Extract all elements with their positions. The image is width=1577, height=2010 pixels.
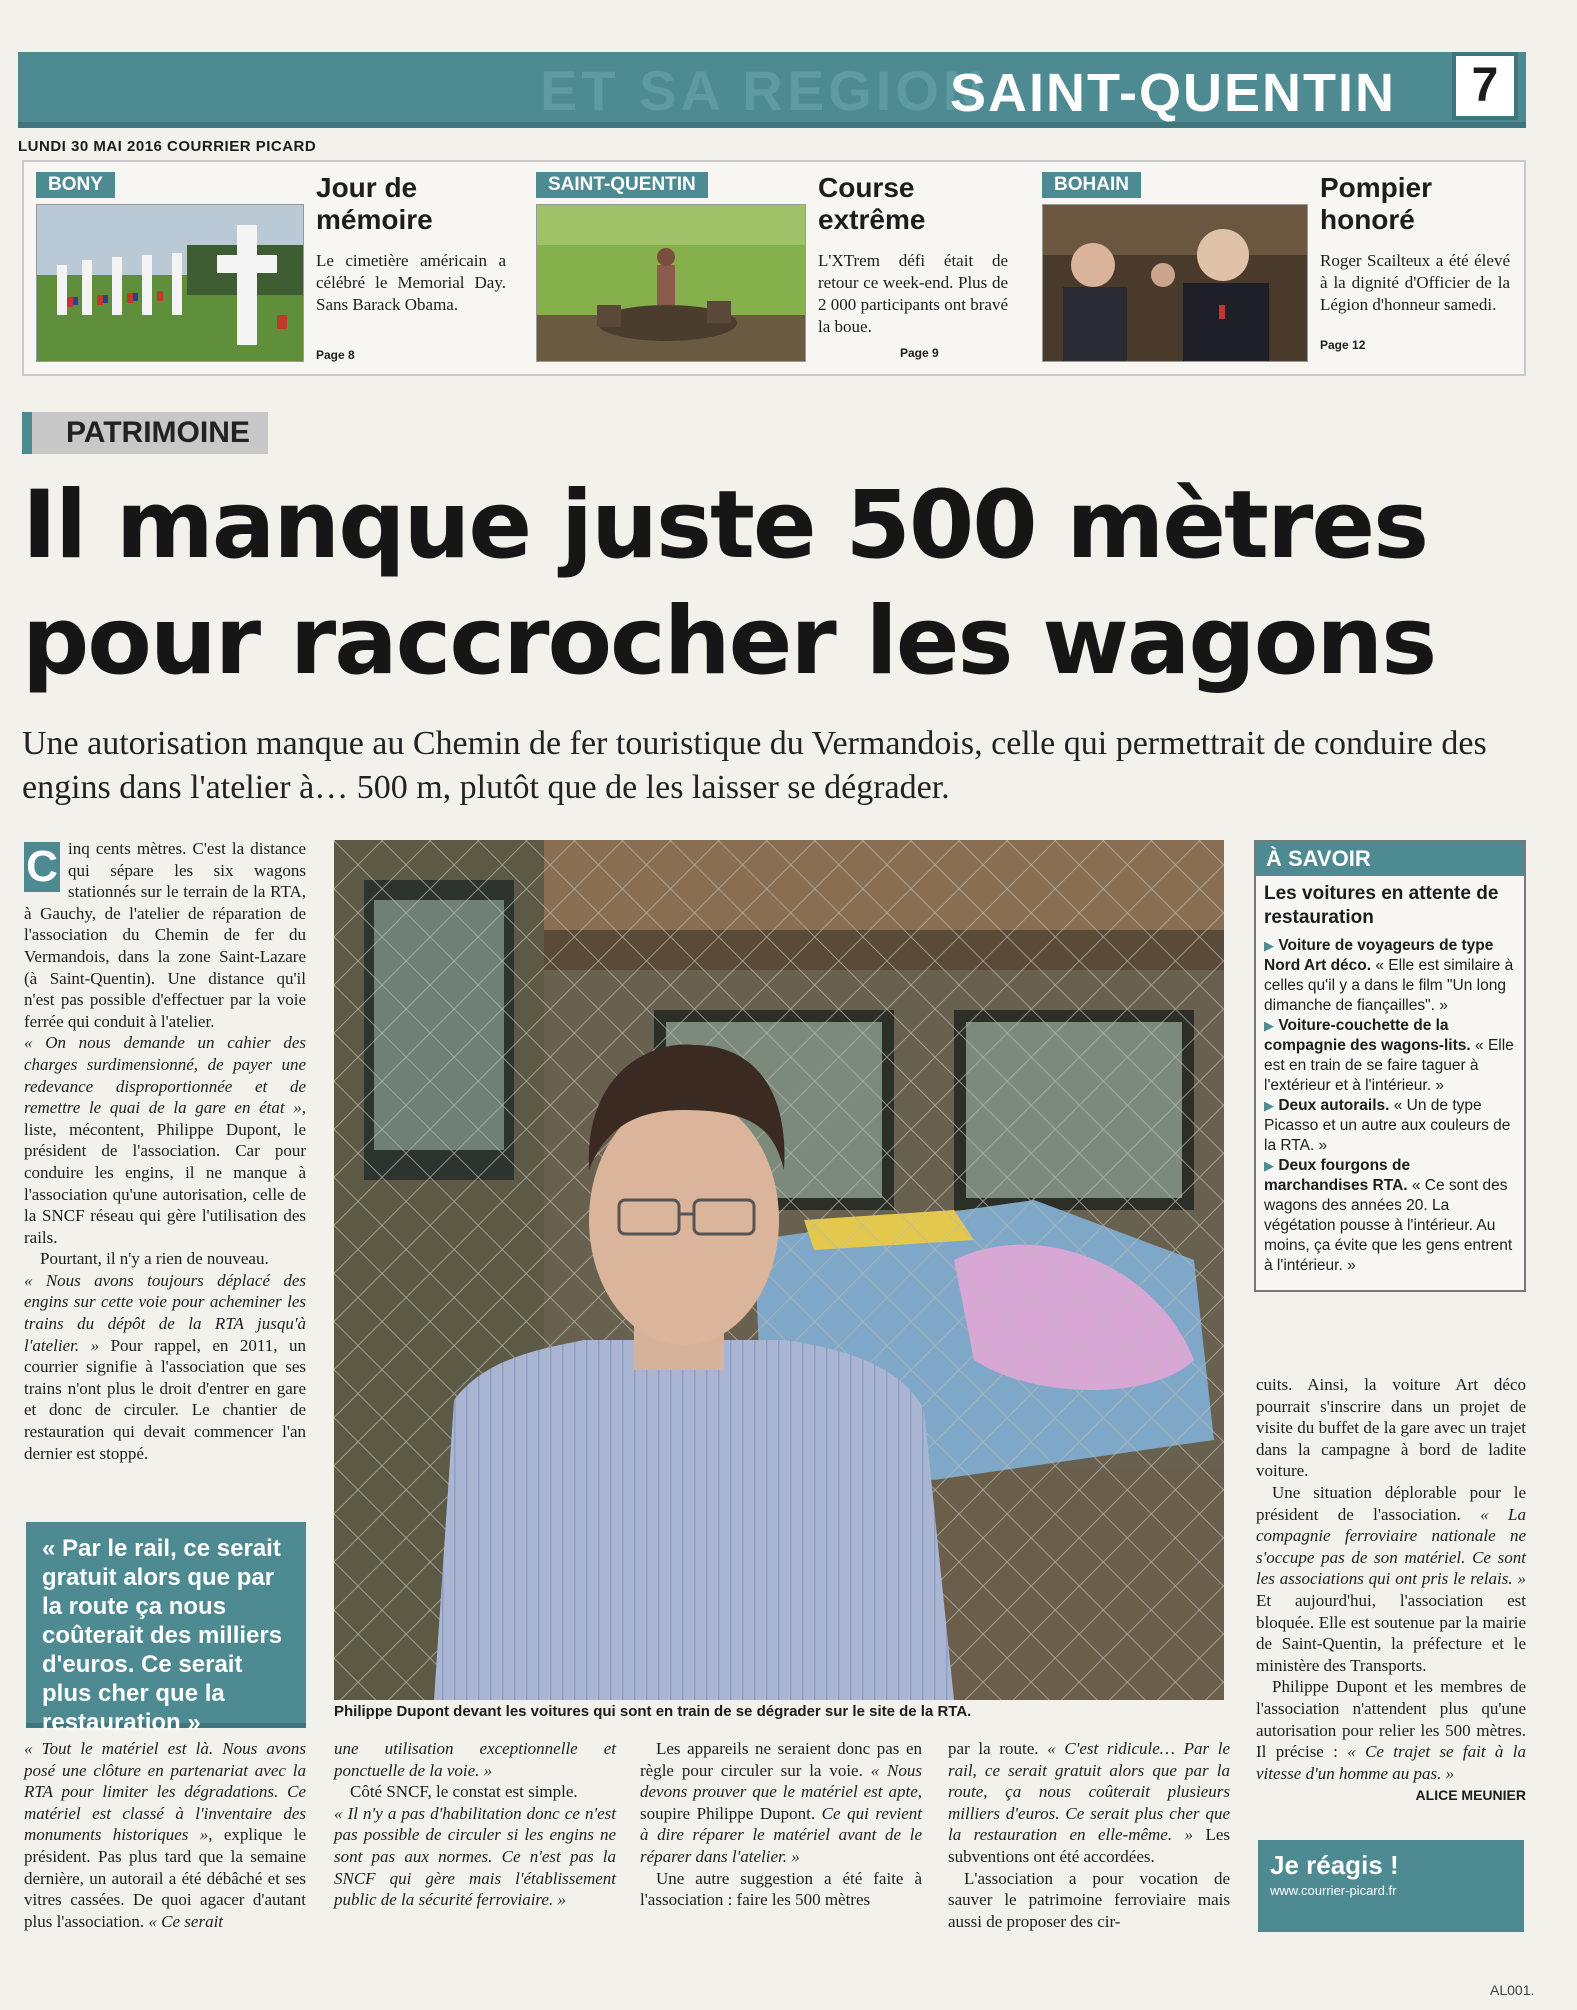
teaser-photo-race xyxy=(536,204,806,362)
paragraph: une utilisation exceptionnelle et ponctuelle de la voie. » xyxy=(334,1739,616,1780)
teaser-page-link[interactable]: Page 9 xyxy=(900,346,939,360)
author-signature: ALICE MEUNIER xyxy=(1415,1787,1526,1804)
teaser-text: L'XTrem défi était de retour ce week-end. Plus de 2 000 participants ont bravé la boue. xyxy=(818,251,1008,336)
headline-line-1: Il manque juste 500 mètres xyxy=(22,471,1428,580)
paragraph: L'association a pour vocation de sauver le patrimoine ferroviaire mais aussi de proposer des cir- xyxy=(948,1868,1230,1931)
reaction-box[interactable] xyxy=(1258,1840,1524,1932)
paragraph: Les appareils ne seraient donc pas en règle pour circuler sur la voie. « Nous devons prouver que le matériel est apte, soupire Philippe Dupont. Ce qui revient à dire réparer le matériel avant de le réparer dans l'atelier. » xyxy=(640,1739,922,1866)
info-item: ▶ Voiture de voyageurs de type Nord Art déco. « Elle est similaire à celles qu'il y a dans le film "Un long dimanche de fiançailles". » xyxy=(1264,937,1514,1014)
paragraph: par la route. « C'est ridicule… Par le rail, ce serait gratuit alors que par la route, ça nous coûterait plusieurs milliers d'euros. Ce serait plus cher que la restauration en elle-même. » Les subventions ont été accordées. xyxy=(948,1739,1231,1866)
teaser-text: Le cimetière américain a célébré le Memorial Day. Sans Barack Obama. xyxy=(316,251,506,314)
teaser-photo-ceremony xyxy=(1042,204,1308,362)
info-box-tag: À SAVOIR xyxy=(1256,842,1524,876)
paragraph: « Tout le matériel est là. Nous avons posé une clôture en partenariat avec la RTA pour limiter les dégradations. Ce matériel est classé à l'inventaire des monuments historiques », explique le président. Pas plus tard que la semaine dernière, un autorail a été débâché et ses vitres cassées. De quoi agacer d'autant plus l'association. « Ce serait xyxy=(24,1739,306,1931)
rubric-label: PATRIMOINE xyxy=(22,412,268,454)
triangle-bullet-icon: ▶ xyxy=(1264,938,1274,953)
info-box-heading: Les voitures en attente de restauration xyxy=(1264,883,1499,928)
headline xyxy=(22,468,1522,700)
triangle-bullet-icon: ▶ xyxy=(1264,1098,1274,1113)
triangle-bullet-icon: ▶ xyxy=(1264,1158,1274,1173)
paragraph: Une situation déplorable pour le président de l'association. « La compagnie ferroviaire nationale ne s'occupe pas de son matériel. Ce sont les associations qui ont pris le relais. » Et aujourd'hui, l'association est bloquée. Elle est soutenue par la mairie de Saint-Quentin, la préfecture et le ministère des Transports. xyxy=(1256,1482,1526,1675)
header-ghost-text: ET SA REGION xyxy=(540,59,988,122)
section-title: SAINT-QUENTIN xyxy=(950,63,1397,123)
teaser-saint-quentin[interactable] xyxy=(536,168,1006,368)
teaser-page-link[interactable]: Page 12 xyxy=(1320,338,1366,352)
paragraph: inq cents mètres. C'est la distance qui sépare les six wagons stationnés sur le terrain de la RTA, à Gauchy, de l'atelier de réparation de l'association du Chemin de fer du Vermandois, dans la zone Saint-Lazare (à Saint-Quentin). Une distance qu'il n'est pas possible d'effectuer par la voie ferrée qui conduit à l'atelier. xyxy=(24,839,306,1031)
teaser-text: Roger Scailteux a été élevé à la dignité d'Officier de la Légion d'honneur samedi. xyxy=(1320,251,1510,314)
article-column-3 xyxy=(640,1738,922,1911)
standfirst: Une autorisation manque au Chemin de fer touristique du Vermandois, celle qui permettrait de conduire des engins dans l'atelier à… 500 m, plutôt que de les laisser se dégrader. xyxy=(22,725,1487,806)
teaser-title: Jour de mémoire xyxy=(316,172,433,235)
teaser-bony[interactable] xyxy=(36,168,506,368)
teaser-title: Pompier honoré xyxy=(1320,172,1433,235)
triangle-bullet-icon: ▶ xyxy=(1264,1018,1274,1033)
article-column-2 xyxy=(334,1738,616,1911)
info-item: ▶ Voiture-couchette de la compagnie des wagons-lits. « Elle est en train de se faire taguer à l'extérieur et à l'intérieur. » xyxy=(1264,1017,1514,1094)
page-number: 7 xyxy=(1452,52,1518,120)
paragraph: Pourtant, il n'y a rien de nouveau. xyxy=(40,1249,269,1269)
paragraph: Une autre suggestion a été faite à l'association : faire les 500 mètres xyxy=(640,1868,922,1910)
info-item: ▶ Deux fourgons de marchandises RTA. « Ce sont des wagons des années 20. La végétation pousse à l'intérieur. Au moins, ça évite que les gens entrent à l'intérieur. » xyxy=(1264,1157,1513,1274)
teaser-tag: BONY xyxy=(36,172,115,198)
reaction-url-link[interactable]: www.courrier-picard.fr xyxy=(1270,1883,1397,1898)
page-code: AL001. xyxy=(1490,1982,1535,1998)
paragraph: « Il n'y a pas d'habilitation donc ce n'est pas possible de circuler si les engins ne sont pas aux normes. Ce n'est pas la SNCF qui gère mais l'établissement public de la sécurité ferroviaire. » xyxy=(334,1803,616,1910)
paragraph: Côté SNCF, le constat est simple. xyxy=(350,1782,578,1802)
pull-quote: « Par le rail, ce serait gratuit alors que par la route ça nous coûterait des milliers d'euros. Ce serait plus cher que la restauration » xyxy=(26,1522,306,1728)
info-item: ▶ Deux autorails. « Un de type Picasso et un autre aux couleurs de la RTA. » xyxy=(1264,1097,1511,1154)
teaser-page-link[interactable]: Page 8 xyxy=(316,348,355,362)
article-column-1-continued xyxy=(24,1738,306,1932)
teaser-title: Course extrême xyxy=(818,172,926,235)
article-column-1 xyxy=(24,838,306,1464)
info-box-a-savoir xyxy=(1254,840,1526,1292)
article-column-5 xyxy=(1256,1374,1526,1807)
paragraph: Philippe Dupont et les membres de l'association n'attendent plus qu'une autorisation pour relier les 500 mètres. Il précise : « Ce trajet se fait à la vitesse d'un homme au pas. » xyxy=(1256,1677,1526,1783)
teaser-photo-cemetery xyxy=(36,204,304,362)
article-column-4 xyxy=(948,1738,1230,1932)
teaser-bohain[interactable] xyxy=(1042,168,1512,368)
paragraph: « Nous avons toujours déplacé des engins sur cette voie pour acheminer les trains du dépôt de la RTA jusqu'à l'atelier. » Pour rappel, en 2011, un courrier signifie à l'association que ses trains n'ont plus le droit d'entrer en gare et donc de circuler. Le chantier de restauration qui devait commencer l'an dernier est stoppé. xyxy=(24,1270,306,1463)
headline-line-2: pour raccrocher les wagons xyxy=(22,587,1436,696)
photo-caption: Philippe Dupont devant les voitures qui sont en train de se dégrader sur le site de la RTA. xyxy=(334,1703,972,1720)
paragraph: cuits. Ainsi, la voiture Art déco pourrait s'inscrire dans un projet de visite du buffet de la gare avec un trajet dans la campagne à bord de ladite voiture. xyxy=(1256,1375,1526,1481)
paragraph: « On nous demande un cahier des charges surdimensionné, de payer une redevance disproportionnée et de remettre le quai de la gare en état », liste, mécontent, Philippe Dupont, le président de l'association. Car pour conduire les engins, il ne manque à l'association qu'une autorisation, celle de la SNCF réseau qui gère l'utilisation des rails. xyxy=(24,1033,306,1247)
main-photo-philippe-dupont xyxy=(334,840,1224,1700)
dateline: LUNDI 30 MAI 2016 COURRIER PICARD xyxy=(18,138,317,155)
teaser-tag: BOHAIN xyxy=(1042,172,1141,198)
reaction-title: Je réagis ! xyxy=(1270,1850,1399,1880)
dropcap: C xyxy=(24,842,60,892)
teaser-tag: SAINT-QUENTIN xyxy=(536,172,708,198)
